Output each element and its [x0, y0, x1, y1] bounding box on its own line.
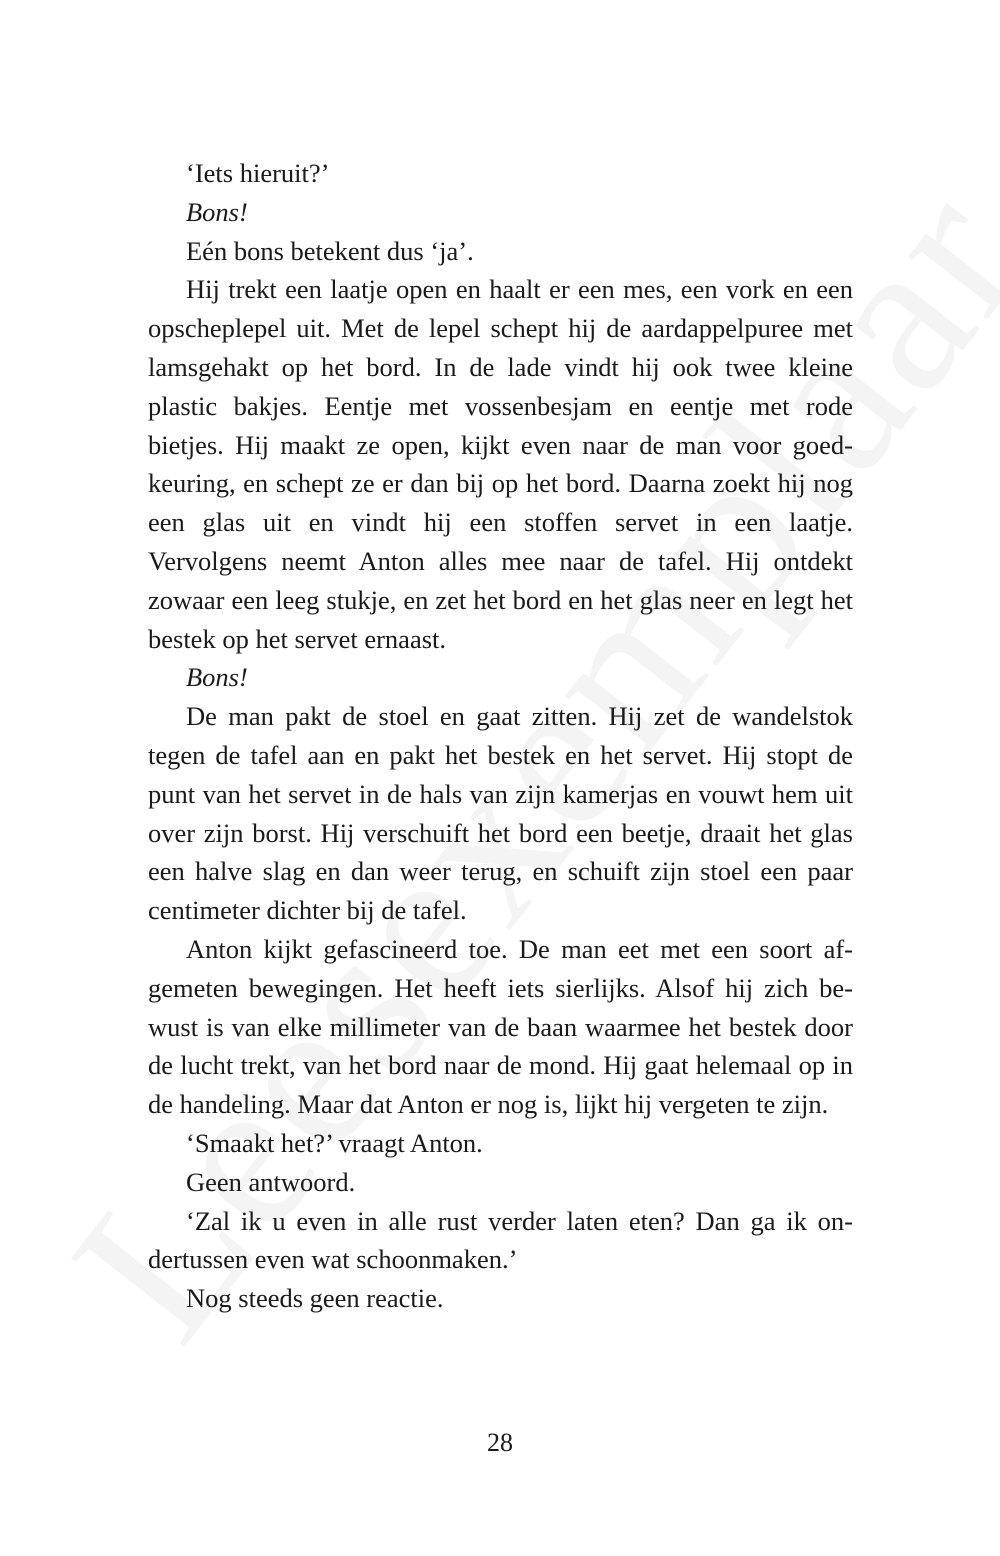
paragraph: Geen antwoord.	[186, 1166, 356, 1197]
paragraph: ‘Zal ik u even in alle rust verder laten eten? Dan ga ik ondertussen even wat schoonmaken.’	[148, 1205, 853, 1275]
body-text	[148, 154, 853, 1318]
paragraph: ‘Iets hieruit?’	[186, 158, 330, 188]
paragraph: De man pakt de stoel en gaat zitten. Hij zet de wandelstok tegen de tafel aan en pakt het bestek en het servet. Hij stopt de punt van het servet in de hals van zijn kamerjas en vouwt hem uit over zijn borst. Hij verschuift het bord een beetje, draait het glas een halve slag en dan weer terug, en schuift zijn stoel een paar centimeter dichter bij de tafel.	[148, 701, 853, 926]
paragraph: Nog steeds geen reactie.	[186, 1283, 444, 1314]
paragraph: Hij trekt een laatje open en haalt er een mes, een vork en een opscheplepel uit. Met de lepel schept hij de aardappelpuree met lamsgehakt op het bord. In de lade vindt hij ook twee kleine plastic bakjes. Eentje met vossenbesjam en eentje met rode bietjes. Hij maakt ze open, kijkt even naar de man voor goedkeuring, en schept ze er dan bij op het bord. Daarna zoekt hij nog een glas uit en vindt hij een stoffen servet in een laatje. Vervolgens neemt Anton alles mee naar de tafel. Hij ontdekt zowaar een leeg stukje, en zet het bord en het glas neer en legt het bestek op het servet ernaast.	[148, 274, 853, 654]
paragraph: Bons!	[186, 662, 248, 693]
paragraph: Bons!	[186, 196, 248, 227]
paragraph: ‘Smaakt het?’ vraagt Anton.	[186, 1127, 483, 1158]
paragraph: Anton kijkt gefascineerd toe. De man eet met een soort afgemeten bewegingen. Het heeft iets sierlijks. Alsof hij zich bewust is van elke millimeter van de baan waarmee het bestek door de lucht trekt, van het bord naar de mond. Hij gaat helemaal op in de handeling. Maar dat Anton er nog is, lijkt hij vergeten te zijn.	[148, 933, 853, 1120]
paragraph: Eén bons betekent dus ‘ja’.	[186, 235, 474, 266]
page-number: 28	[487, 1428, 513, 1457]
